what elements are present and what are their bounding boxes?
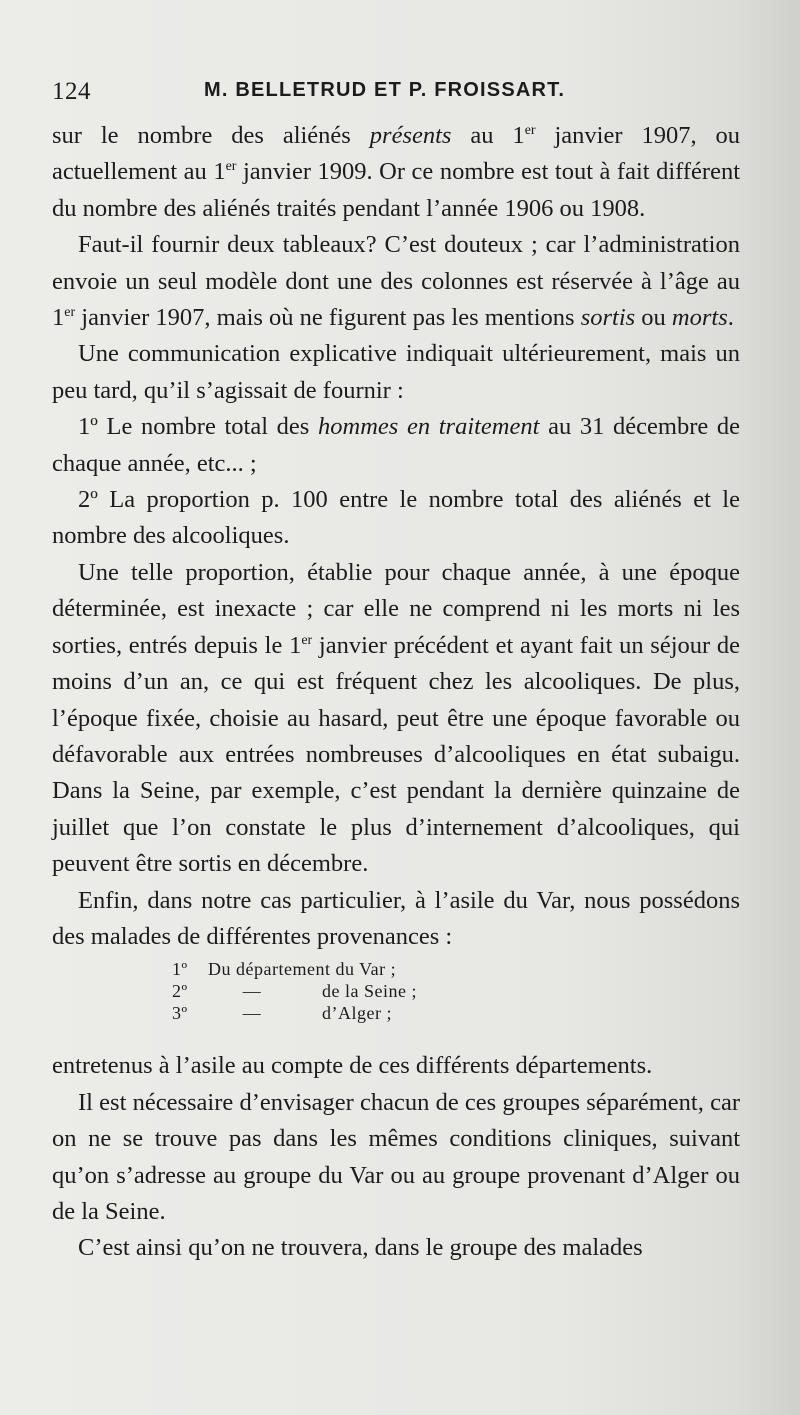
- superscript: er: [301, 632, 313, 648]
- list-number: 1º: [172, 959, 188, 980]
- paragraph-3: Une communication explicative indiquait ultérieurement, mais un peu tard, qu’il s’agissait de fournir :: [52, 340, 740, 404]
- ditto-dash: —: [242, 1003, 262, 1024]
- ditto-dash: —: [242, 981, 262, 1002]
- list-text: d’Alger ;: [322, 1003, 392, 1024]
- text-run: .: [727, 304, 734, 332]
- text-run: Une telle proportion, établie pour chaque année, à une époque déterminée, est inexacte ; car elle ne comprend ni les morts ni les sorties, entrés depuis le 1: [52, 558, 740, 659]
- text-run: sur le nombre des aliénés: [52, 122, 370, 149]
- list-text: de la Seine ;: [322, 981, 417, 1002]
- italic-run: hommes en traitement: [318, 413, 540, 441]
- text-run: Faut-il fournir deux tableaux? C’est douteux ; car l’administration envoie un seul modèle dont une des colonnes est réservée à l’âge au 1: [52, 231, 740, 332]
- list-number: 2º: [172, 981, 188, 1002]
- running-head: M. BELLETRUD ET P. FROISSART.: [204, 79, 566, 101]
- paragraph-4: [52, 555, 740, 883]
- provenance-item: [172, 1002, 740, 1024]
- italic-run: sortis: [580, 304, 636, 332]
- page-header: [52, 78, 742, 112]
- superscript: er: [64, 305, 76, 321]
- provenance-item: [172, 980, 740, 1002]
- list-number: 3º: [172, 1003, 188, 1024]
- paragraph-5: Enfin, dans notre cas particulier, à l’asile du Var, nous possédons des malades de différentes provenances :: [52, 886, 740, 950]
- italic-run: morts: [671, 304, 728, 332]
- spacer: [52, 1028, 740, 1048]
- list-item-1: [52, 409, 740, 482]
- text-run: janvier 1907, ou actuellement au 1: [52, 122, 740, 186]
- superscript: er: [225, 159, 237, 175]
- superscript: er: [524, 123, 536, 138]
- text-run: janvier précédent et ayant fait un séjour de moins d’un an, ce qui est fréquent chez les alcooliques. De plus, l’époque fixée, choisie au hasard, peut être une époque favorable ou défavorable aux entrées nombreuses d’alcooliques en état subaigu. Dans la Seine, par exemple, c’est pendant la dernière quinzaine de juillet que l’on constate le plus d’internement d’alcooliques, qui peuvent être sortis en décembre.: [52, 631, 740, 878]
- text-run: ou: [635, 304, 672, 332]
- paragraph-1: [52, 118, 740, 227]
- text-run: 1º Le nombre total des: [78, 413, 318, 441]
- text-run: au 1: [451, 122, 525, 149]
- paragraph-8: C’est ainsi qu’on ne trouvera, dans le groupe des malades: [78, 1234, 643, 1262]
- italic-run: présents: [369, 122, 452, 149]
- page-number: 124: [52, 78, 91, 105]
- list-item-2: 2º La proportion p. 100 entre le nombre total des aliénés et le nombre des alcooliques.: [52, 486, 740, 550]
- text-run: janvier 1907, mais où ne figurent pas les mentions: [75, 304, 581, 332]
- provenance-list: [172, 958, 740, 1024]
- text-run: janvier 1909. Or ce nombre est tout à fait différent du nombre des aliénés traités pendant l’année 1906 ou 1908.: [52, 158, 740, 222]
- text-run: au 31 décembre de chaque année, etc... ;: [52, 413, 741, 477]
- paragraph-6: entretenus à l’asile au compte de ces différents départements.: [52, 1052, 653, 1080]
- paragraph-7: Il est nécessaire d’envisager chacun de ces groupes séparément, car on ne se trouve pas dans les mêmes conditions cliniques, suivant qu’on s’adresse au groupe du Var ou au groupe provenant d’Alger ou de la Seine.: [52, 1088, 740, 1225]
- provenance-item: [172, 958, 740, 980]
- paragraph-2: [52, 227, 740, 336]
- body-text: [52, 118, 740, 1267]
- list-text: Du département du Var ;: [208, 959, 397, 980]
